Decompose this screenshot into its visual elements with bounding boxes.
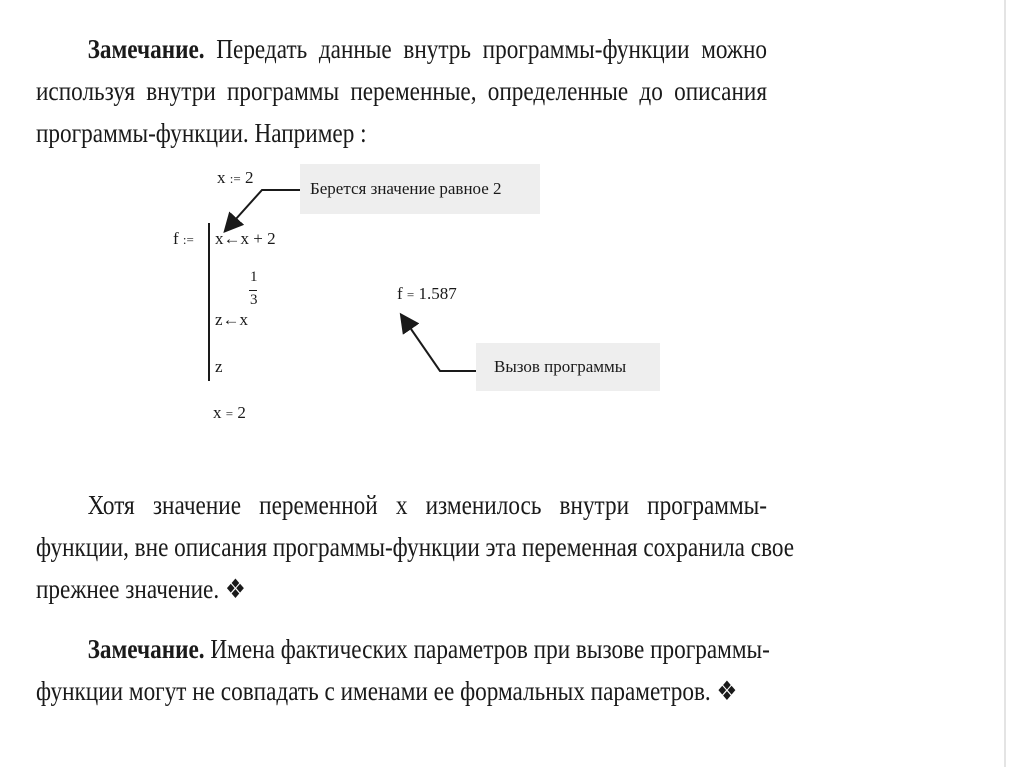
- remark-2: [36, 628, 770, 712]
- arrow-to-f-result: [402, 316, 476, 371]
- paragraph-2-line-3: прежнее значение. ❖: [36, 574, 246, 604]
- x-assignment-top: x := 2: [217, 168, 254, 187]
- program-line-2: z←x: [215, 310, 249, 329]
- remark-2-line-2: функции могут не совпадать с именами ее формальных параметров. ❖: [36, 676, 738, 706]
- program-line-1: x←x + 2: [215, 229, 276, 248]
- exponent-denominator: 3: [250, 292, 258, 308]
- remark-1-label: Замечание.: [87, 34, 205, 64]
- remark-2-line-1: Замечание. Имена фактических параметров при вызове программы-: [87, 634, 770, 664]
- paragraph-2-line-1: Хотя значение переменной x изменилось внутри программы-: [87, 490, 768, 520]
- remark-1-line-2: используя внутри программы переменные, определенные до описания: [36, 76, 767, 106]
- remark-1-line-1: Замечание. Передать данные внутрь программы-функции можно: [87, 34, 767, 64]
- program-function-name: f :=: [173, 229, 194, 248]
- arrow-to-x-line: [226, 190, 300, 230]
- exponent-numerator: 1: [250, 269, 258, 285]
- paragraph-2-line-2: функции, вне описания программы-функции эта переменная сохранила свое: [36, 532, 795, 562]
- paragraph-2: [36, 484, 795, 610]
- x-evaluation: x = 2: [213, 403, 246, 422]
- callout-value-taken: Берется значение равное 2: [300, 164, 540, 214]
- remark-2-label: Замечание.: [87, 634, 205, 664]
- callout-program-call: Вызов программы: [476, 343, 660, 391]
- program-line-3: z: [215, 357, 223, 376]
- f-evaluation: f = 1.587: [397, 284, 457, 303]
- remark-1-line-3: программы-функции. Например :: [36, 118, 367, 148]
